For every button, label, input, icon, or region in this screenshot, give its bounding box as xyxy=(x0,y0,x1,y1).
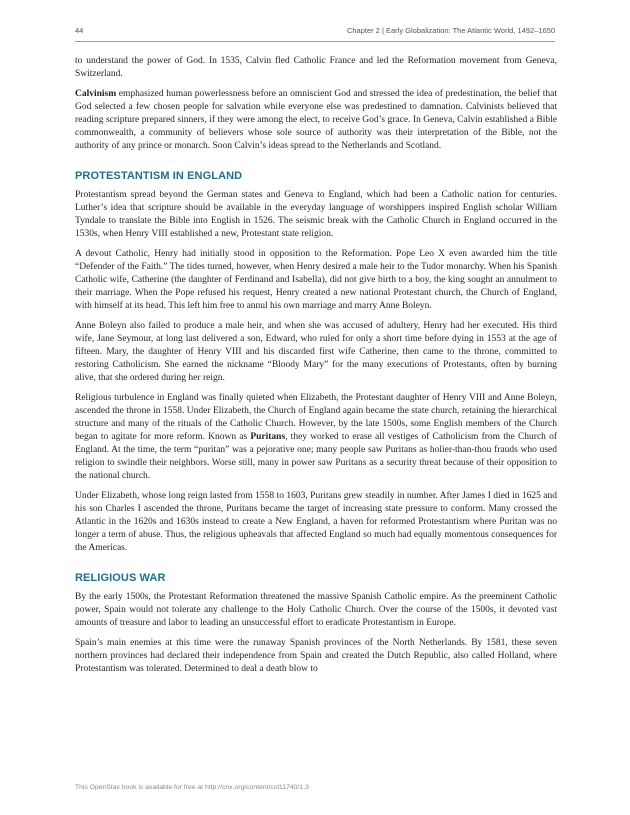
section-heading-religious-war: RELIGIOUS WAR xyxy=(75,572,166,584)
paragraph-calvinism xyxy=(75,88,557,153)
section-heading-protestantism-england: PROTESTANTISM IN ENGLAND xyxy=(75,170,243,182)
header-divider xyxy=(75,41,555,42)
paragraph-elizabeth-puritans: Religious turbulence in England was finally quieted when Elizabeth, the Protestant daughter of Henry VIII and Anne Boleyn, ascended the throne in 1558. Under Elizabeth, the Church of England again became the state church, retaining the hierarchical structure and many of the rituals of the Catholic Church. However, by the late 1500s, some English members of the Church began to agitate for more reform. Known as Puritans, they worked to erase all vestiges of Catholicism from the Church of England. At the time, the term “puritan” was a pejorative one; many people saw Puritans as holier-than-thou frauds who used religion to swindle their neighbors. Worse still, many in power saw Puritans as a security threat because of their opposition to the national church. xyxy=(75,393,557,481)
page-footer: This OpenStax book is available for free at http://cnx.org/content/col11740/1.3 xyxy=(75,784,309,791)
paragraph-calvin-geneva: to understand the power of God. In 1535, Calvin fled Catholic France and led the Reformation movement from Geneva, Switzerland. xyxy=(75,56,557,79)
page-number: 44 xyxy=(75,26,84,35)
paragraph-henry-viii: A devout Catholic, Henry had initially stood in opposition to the Reformation. Pope Leo X even awarded him the title “Defender of the Faith.” The tides turned, however, when Henry desired a male heir to the Tudor monarchy. When his Spanish Catholic wife, Catherine (the daughter of Ferdinand and Isabella), did not give birth to a boy, the king sought an annulment to their marriage. When the Pope refused his request, Henry created a new national Protestant church, the Church of England, with himself at its head. This left him free to annul his own marriage and marry Anne Boleyn. xyxy=(75,249,557,311)
paragraph-spanish-empire: By the early 1500s, the Protestant Reformation threatened the massive Spanish Catholic empire. As the preeminent Catholic power, Spain would not tolerate any challenge to the Holy Catholic Church. Over the course of the 1500s, it devoted vast amounts of treasure and labor to leading an unsuccessful effort to eradicate Protestantism in Europe. xyxy=(75,592,557,628)
running-header: Chapter 2 | Early Globalization: The Atlantic World, 1492–1650 xyxy=(346,26,555,35)
term-calvinism: Calvinism xyxy=(75,89,117,99)
paragraph-protestantism-spread: Protestantism spread beyond the German states and Geneva to England, which had been a Catholic nation for centuries. Luther’s idea that scripture should be available in the everyday language of worshippers inspired English scholar William Tyndale to translate the Bible into English in 1526. The seismic break with the Catholic Church in England occurred in the 1530s, when Henry VIII established a new, Protestant state religion. xyxy=(75,190,557,239)
paragraph-calvinism-text: emphasized human powerlessness before an omniscient God and stressed the idea of predestination, the belief that God selected a few chosen people for salvation while everyone else was predestined to damnation. Calvinists believed that reading scripture prepared sinners, if they were among the elect, to receive God’s grace. In Geneva, Calvin established a Bible commonwealth, a community of believers whose sole source of authority was their interpretation of the Bible, not the authority of any prince or monarch. Soon Calvin’s ideas spread to the Netherlands and Scotland. xyxy=(75,89,557,151)
page-body xyxy=(75,55,557,683)
paragraph-anne-boleyn: Anne Boleyn also failed to produce a male heir, and when she was accused of adultery, Henry had her executed. His third wife, Jane Seymour, at long last delivered a son, Edward, who ruled for only a short time before dying in 1553 at the age of fifteen. Mary, the daughter of Henry VIII and his discarded first wife Catherine, then came to the throne, committed to restoring Catholicism. She earned the nickname “Bloody Mary” for the many executions of Protestants, often by burning alive, that she ordered during her reign. xyxy=(75,321,557,383)
term-puritans: Puritans xyxy=(250,432,286,442)
paragraph-spain-enemies: Spain’s main enemies at this time were the runaway Spanish provinces of the North Netherlands. By 1581, these seven northern provinces had declared their independence from Spain and created the Dutch Republic, also called Holland, where Protestantism was tolerated. Determined to deal a death blow to xyxy=(75,638,557,674)
paragraph-puritans-growth: Under Elizabeth, whose long reign lasted from 1558 to 1603, Puritans grew steadily in number. After James I died in 1625 and his son Charles I ascended the throne, Puritans became the target of increasing state pressure to conform. Many crossed the Atlantic in the 1620s and 1630s instead to create a New England, a haven for reformed Protestantism where Puritan was no longer a term of abuse. Thus, the religious upheavals that affected England so much had equally momentous consequences for the Americas. xyxy=(75,491,557,553)
